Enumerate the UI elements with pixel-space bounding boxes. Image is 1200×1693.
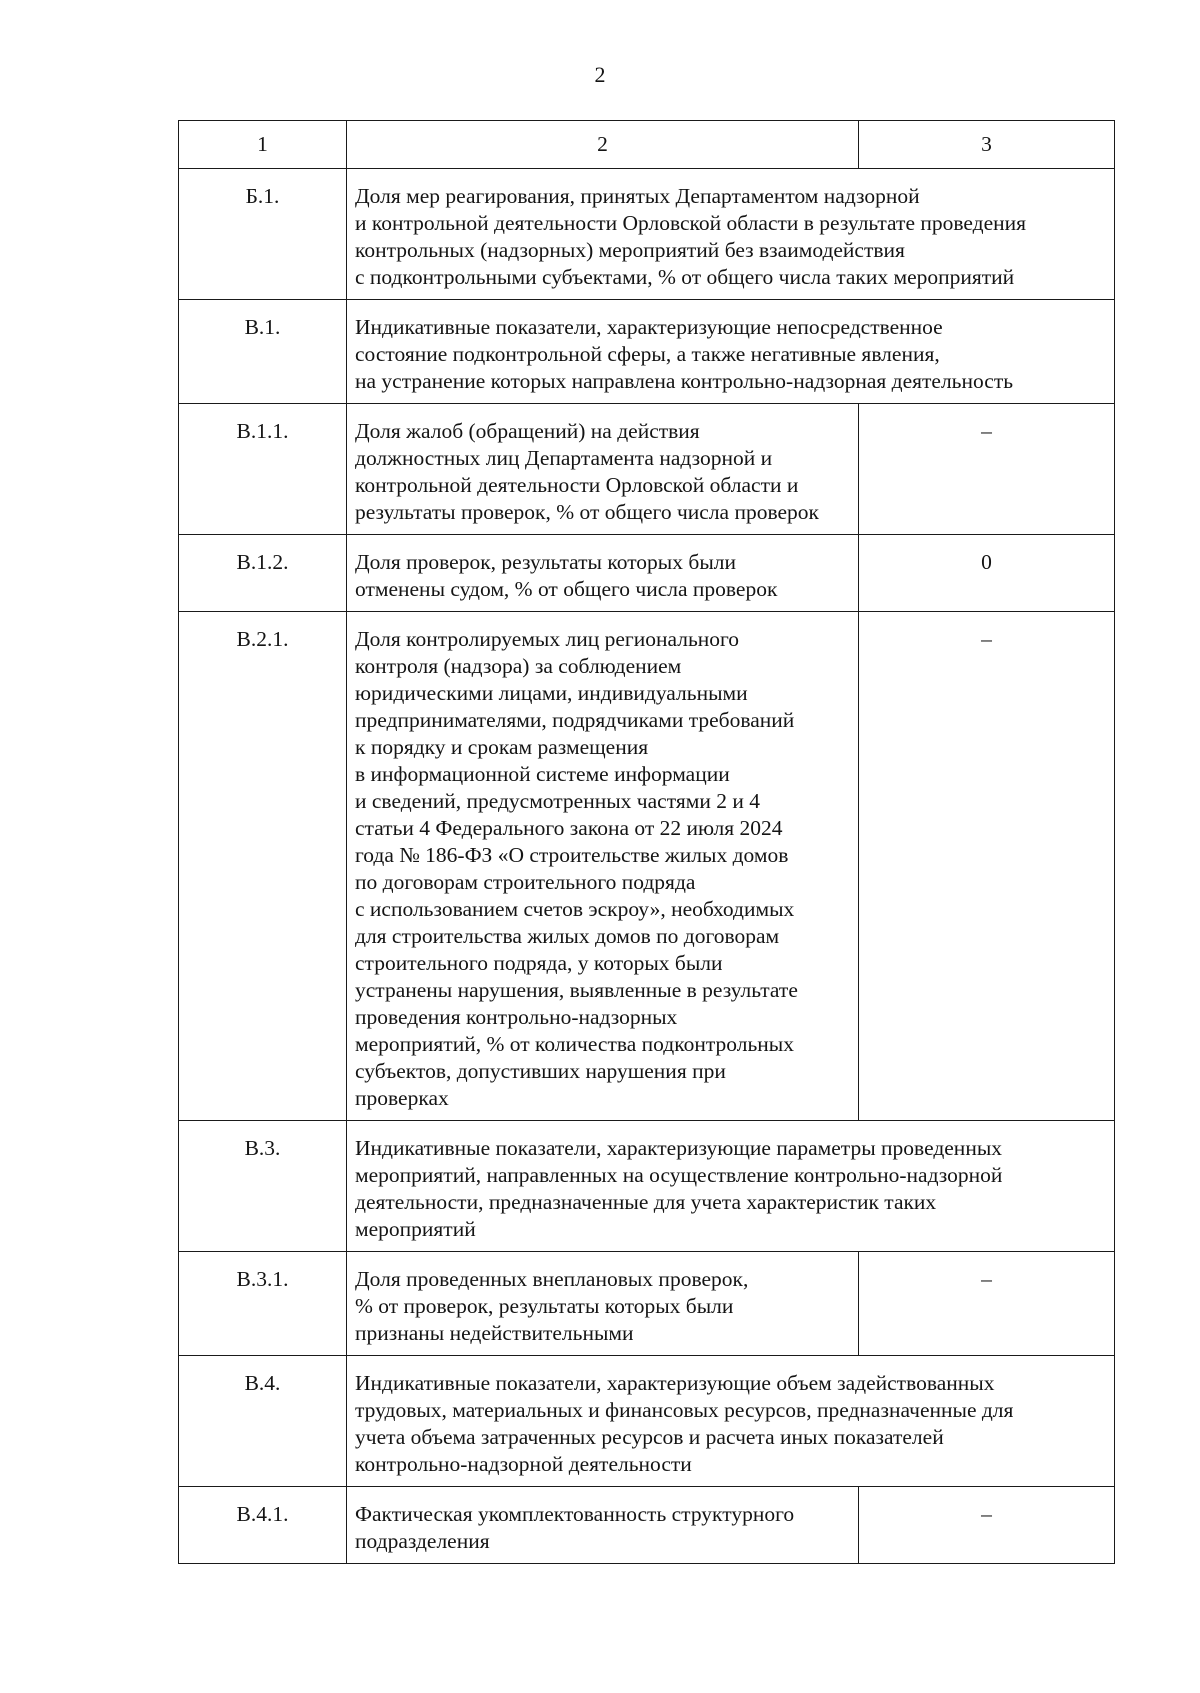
description-line: состояние подконтрольной сферы, а также негативные явления, xyxy=(355,342,940,366)
description-line: контроля (надзора) за соблюдением xyxy=(355,654,682,678)
description-line: Доля проверок, результаты которых были xyxy=(355,550,736,574)
row-description xyxy=(347,612,859,1121)
row-value: 0 xyxy=(859,535,1115,612)
row-description xyxy=(347,1356,1115,1487)
description-line: Доля контролируемых лиц регионального xyxy=(355,627,740,651)
description-line: к порядку и срокам размещения xyxy=(355,735,649,759)
table-row xyxy=(179,1487,1115,1564)
header-cell-2: 2 xyxy=(347,121,859,169)
description-line: мероприятий, направленных на осуществление контрольно-надзорной xyxy=(355,1163,1003,1187)
description-line: Доля жалоб (обращений) на действия xyxy=(355,419,700,443)
description-line: проверках xyxy=(355,1086,449,1110)
description-line: подразделения xyxy=(355,1529,490,1553)
row-code: Б.1. xyxy=(179,169,347,300)
description-line: с использованием счетов эскроу», необходимых xyxy=(355,897,795,921)
description-line: строительного подряда, у которых были xyxy=(355,951,723,975)
description-line: Фактическая укомплектованность структурного xyxy=(355,1502,795,1526)
description-line: деятельности, предназначенные для учета характеристик таких xyxy=(355,1190,937,1214)
header-cell-1: 1 xyxy=(179,121,347,169)
description-line: и контрольной деятельности Орловской области в результате проведения xyxy=(355,211,1027,235)
table-row xyxy=(179,1252,1115,1356)
row-description xyxy=(347,1252,859,1356)
description-line: контрольно-надзорной деятельности xyxy=(355,1452,692,1476)
description-line: мероприятий xyxy=(355,1217,476,1241)
row-description xyxy=(347,404,859,535)
table-row xyxy=(179,612,1115,1121)
header-cell-3: 3 xyxy=(859,121,1115,169)
description-line: признаны недействительными xyxy=(355,1321,634,1345)
description-line: в информационной системе информации xyxy=(355,762,730,786)
description-line: юридическими лицами, индивидуальными xyxy=(355,681,748,705)
description-line: Индикативные показатели, характеризующие объем задействованных xyxy=(355,1371,995,1395)
description-line: должностных лиц Департамента надзорной и xyxy=(355,446,773,470)
row-code: В.1.1. xyxy=(179,404,347,535)
row-code: В.4. xyxy=(179,1356,347,1487)
table-row xyxy=(179,300,1115,404)
description-line: мероприятий, % от количества подконтрольных xyxy=(355,1032,794,1056)
row-description xyxy=(347,169,1115,300)
description-line: контрольной деятельности Орловской области и xyxy=(355,473,799,497)
description-line: предпринимателями, подрядчиками требований xyxy=(355,708,795,732)
row-value: – xyxy=(859,612,1115,1121)
table-row xyxy=(179,535,1115,612)
table-header-row xyxy=(179,121,1115,169)
description-line: Индикативные показатели, характеризующие непосредственное xyxy=(355,315,943,339)
description-line: и сведений, предусмотренных частями 2 и 4 xyxy=(355,789,760,813)
description-line: Доля проведенных внеплановых проверок, xyxy=(355,1267,749,1291)
description-line: проведения контрольно-надзорных xyxy=(355,1005,678,1029)
description-line: контрольных (надзорных) мероприятий без взаимодействия xyxy=(355,238,905,262)
page-number: 2 xyxy=(594,62,606,87)
description-line: года № 186-ФЗ «О строительстве жилых домов xyxy=(355,843,789,867)
description-line: учета объема затраченных ресурсов и расчета иных показателей xyxy=(355,1425,944,1449)
row-code: В.3.1. xyxy=(179,1252,347,1356)
description-line: устранены нарушения, выявленные в результате xyxy=(355,978,798,1002)
description-line: с подконтрольными субъектами, % от общего числа таких мероприятий xyxy=(355,265,1015,289)
description-line: Доля мер реагирования, принятых Департаментом надзорной xyxy=(355,184,920,208)
row-description xyxy=(347,1121,1115,1252)
row-code: В.3. xyxy=(179,1121,347,1252)
row-code: В.2.1. xyxy=(179,612,347,1121)
description-line: статьи 4 Федерального закона от 22 июля 2024 xyxy=(355,816,783,840)
row-value: – xyxy=(859,1252,1115,1356)
description-line: отменены судом, % от общего числа проверок xyxy=(355,577,778,601)
row-description xyxy=(347,1487,859,1564)
table-row xyxy=(179,1356,1115,1487)
table-row xyxy=(179,1121,1115,1252)
description-line: на устранение которых направлена контрольно-надзорная деятельность xyxy=(355,369,1014,393)
row-code: В.4.1. xyxy=(179,1487,347,1564)
row-value: – xyxy=(859,404,1115,535)
description-line: по договорам строительного подряда xyxy=(355,870,696,894)
description-line: результаты проверок, % от общего числа проверок xyxy=(355,500,819,524)
row-description xyxy=(347,535,859,612)
indicators-table xyxy=(178,120,1115,1564)
table-row xyxy=(179,404,1115,535)
table-row xyxy=(179,169,1115,300)
row-description xyxy=(347,300,1115,404)
row-value: – xyxy=(859,1487,1115,1564)
description-line: трудовых, материальных и финансовых ресурсов, предназначенные для xyxy=(355,1398,1014,1422)
description-line: субъектов, допустивших нарушения при xyxy=(355,1059,726,1083)
row-code: В.1. xyxy=(179,300,347,404)
row-code: В.1.2. xyxy=(179,535,347,612)
description-line: Индикативные показатели, характеризующие параметры проведенных xyxy=(355,1136,1003,1160)
description-line: для строительства жилых домов по договорам xyxy=(355,924,780,948)
description-line: % от проверок, результаты которых были xyxy=(355,1294,734,1318)
